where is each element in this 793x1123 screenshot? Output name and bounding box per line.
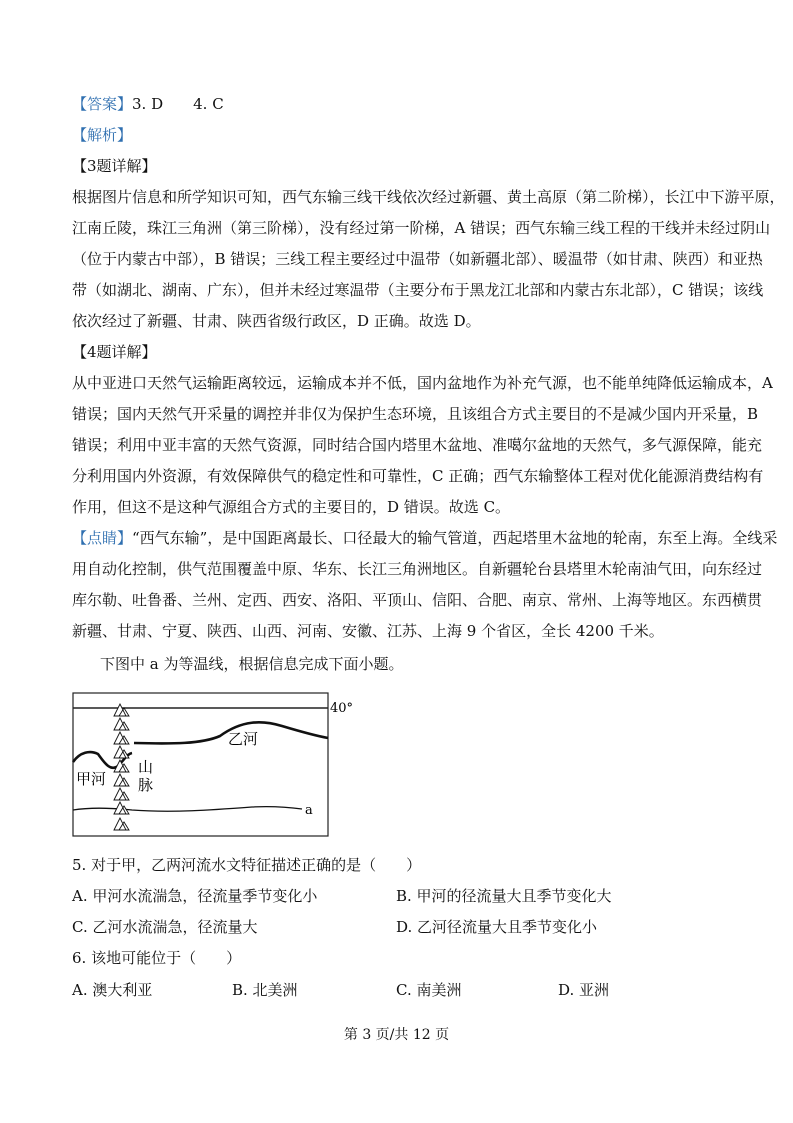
latitude-label: 40° [330, 701, 354, 716]
tip-text: “西气东输”，是中国距离最长、口径最大的输气管道，西起塔里木盆地的轮南，东至上海。全线采 [132, 529, 778, 547]
q5-stem: 5. 对于甲，乙两河流水文特征描述正确的是（ ） [72, 856, 422, 874]
q5-option-b: B. 甲河的径流量大且季节变化大 [396, 887, 612, 905]
q3-line: 依次经过了新疆、甘肃、陕西省级行政区，D 正确。故选 D。 [72, 312, 481, 330]
answer-text: 3. D 4. C [132, 95, 224, 113]
isotherm-figure [72, 692, 358, 838]
q6-option-c: C. 南美洲 [396, 981, 462, 999]
answer-label: 【答案】 [72, 95, 133, 113]
q5-option-d: D. 乙河径流量大且季节变化小 [396, 918, 598, 936]
q4-heading: 【4题详解】 [72, 343, 157, 361]
q3-line: 江南丘陵，珠江三角洲（第三阶梯），没有经过第一阶梯，A 错误；西气东输三线工程的干线并未经过阴山 [72, 219, 771, 237]
page-footer: 第 3 页/共 12 页 [343, 1027, 450, 1043]
q6-stem: 6. 该地可能位于（ ） [72, 949, 242, 967]
q5-option-a: A. 甲河水流湍急，径流量季节变化小 [72, 887, 318, 905]
q3-line: 带（如湖北、湖南、广东），但并未经过寒温带（主要分布于黑龙江北部和内蒙古东北部），C 错误；该线 [72, 281, 764, 299]
mountain-label-2: 脉 [138, 776, 154, 794]
q3-line: 根据图片信息和所学知识可知，西气东输三线干线依次经过新疆、黄土高原（第二阶梯），长江中下游平原， [72, 188, 785, 206]
q6-option-b: B. 北美洲 [232, 981, 298, 999]
river-jia-label: 甲河 [76, 770, 107, 788]
mountain-label-1: 山 [138, 758, 154, 776]
isotherm-a [73, 807, 302, 812]
figure-svg [72, 692, 358, 838]
tip-line: 用自动化控制，供气范围覆盖中原、华东、长江三角洲地区。自新疆轮台县塔里木轮南油气田，向东经过 [72, 560, 763, 578]
q6-option-a: A. 澳大利亚 [72, 981, 153, 999]
q4-line: 分利用国内外资源，有效保障供气的稳定性和可靠性，C 正确；西气东输整体工程对优化能源消费结构有 [72, 467, 764, 485]
q4-line: 错误；国内天然气开采量的调控并非仅为保护生态环境，且该组合方式主要目的不是减少国内开采量，B [72, 405, 759, 423]
river-yi-label: 乙河 [228, 730, 259, 748]
q4-line: 从中亚进口天然气运输距离较远，运输成本并不低，国内盆地作为补充气源，也不能单纯降低运输成本，A [72, 374, 773, 392]
q4-line: 错误；利用中亚丰富的天然气资源，同时结合国内塔里木盆地、准噶尔盆地的天然气，多气源保障，能充 [72, 436, 763, 454]
answer-line [72, 94, 224, 114]
figure-frame [73, 693, 328, 836]
analysis-label: 【解析】 [72, 126, 133, 144]
q6-option-d: D. 亚洲 [558, 981, 610, 999]
mountain-range-icon [114, 704, 129, 830]
tip-label: 【点睛】 [72, 529, 133, 547]
isotherm-label: a [305, 803, 313, 818]
tip-line [72, 528, 777, 548]
q3-heading: 【3题详解】 [72, 157, 157, 175]
tip-line: 库尔勒、吐鲁番、兰州、定西、西安、洛阳、平顶山、信阳、合肥、南京、常州、上海等地区。东西横贯 [72, 591, 763, 609]
q3-line: （位于内蒙古中部），B 错误；三线工程主要经过中温带（如新疆北部）、暖温带（如甘肃、陕西）和亚热 [72, 250, 763, 268]
q4-line: 作用，但这不是这种气源组合方式的主要目的，D 错误。故选 C。 [72, 498, 511, 516]
q5-option-c: C. 乙河水流湍急，径流量大 [72, 918, 258, 936]
intro-text: 下图中 a 为等温线，根据信息完成下面小题。 [100, 655, 404, 673]
tip-line: 新疆、甘肃、宁夏、陕西、山西、河南、安徽、江苏、上海 9 个省区，全长 4200 千米。 [72, 622, 664, 640]
